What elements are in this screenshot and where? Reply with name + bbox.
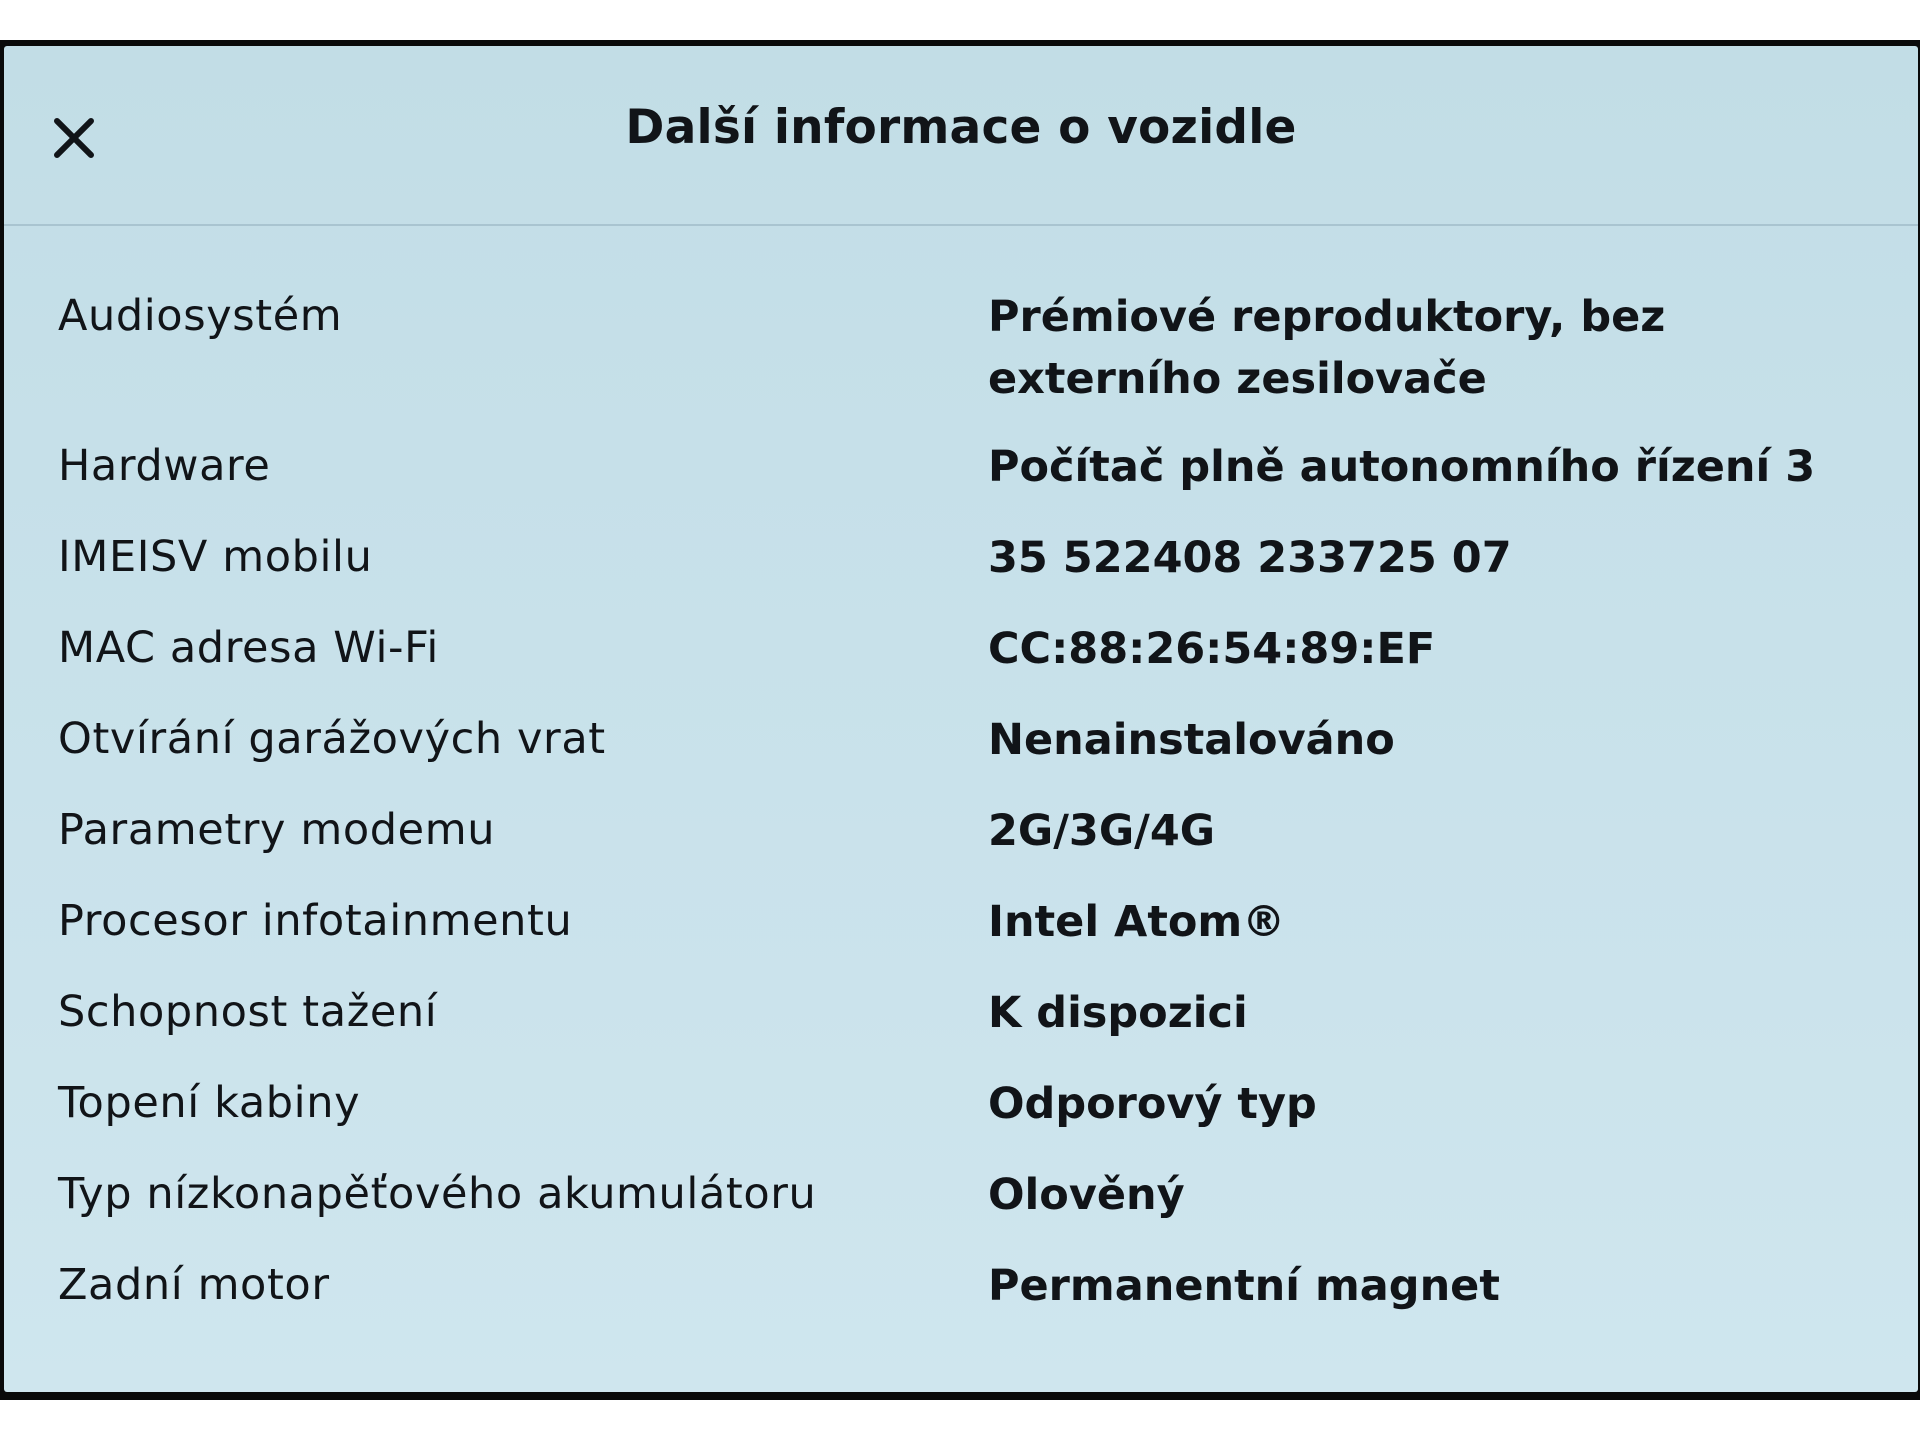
info-label: Schopnost tažení [58, 987, 438, 1037]
info-row-wifi-mac [58, 618, 1888, 709]
info-label: Hardware [58, 441, 271, 491]
info-value: Olověný [988, 1170, 1185, 1220]
info-label: Zadní motor [58, 1260, 330, 1310]
info-row-cabin-heater [58, 1073, 1888, 1164]
info-value: Intel Atom® [988, 897, 1286, 947]
info-label: Audiosystém [58, 291, 343, 341]
info-label: Parametry modemu [58, 805, 496, 855]
info-row-modem [58, 800, 1888, 891]
info-label: Topení kabiny [58, 1078, 361, 1128]
info-label: MAC adresa Wi-Fi [58, 623, 439, 673]
info-value: Prémiové reproduktory, bez externího zesilovače [988, 292, 1666, 404]
info-value: 35 522408 233725 07 [988, 533, 1512, 583]
info-row-rear-motor [58, 1255, 1888, 1346]
info-value: 2G/3G/4G [988, 806, 1216, 856]
info-value: Permanentní magnet [988, 1261, 1500, 1311]
info-list [58, 286, 1888, 1346]
info-value: K dispozici [988, 988, 1248, 1038]
info-label: Procesor infotainmentu [58, 896, 573, 946]
info-label: IMEISV mobilu [58, 532, 373, 582]
info-row-infotainment-cpu [58, 891, 1888, 982]
info-row-audio [58, 286, 1888, 436]
info-row-lv-battery [58, 1164, 1888, 1255]
header-divider [4, 224, 1918, 226]
dialog-title: Další informace o vozidle [625, 100, 1297, 155]
info-label: Otvírání garážových vrat [58, 714, 606, 764]
info-value: Počítač plně autonomního řízení 3 [988, 442, 1816, 492]
info-row-imeisv [58, 527, 1888, 618]
info-row-hardware [58, 436, 1888, 527]
info-value: Odporový typ [988, 1079, 1317, 1129]
info-label: Typ nízkonapěťového akumulátoru [58, 1169, 817, 1219]
info-row-garage-opener [58, 709, 1888, 800]
info-value: Nenainstalováno [988, 715, 1395, 765]
screen-bezel [0, 40, 1920, 1400]
info-value: CC:88:26:54:89:EF [988, 624, 1436, 674]
info-row-towing [58, 982, 1888, 1073]
vehicle-info-dialog [4, 46, 1918, 1392]
